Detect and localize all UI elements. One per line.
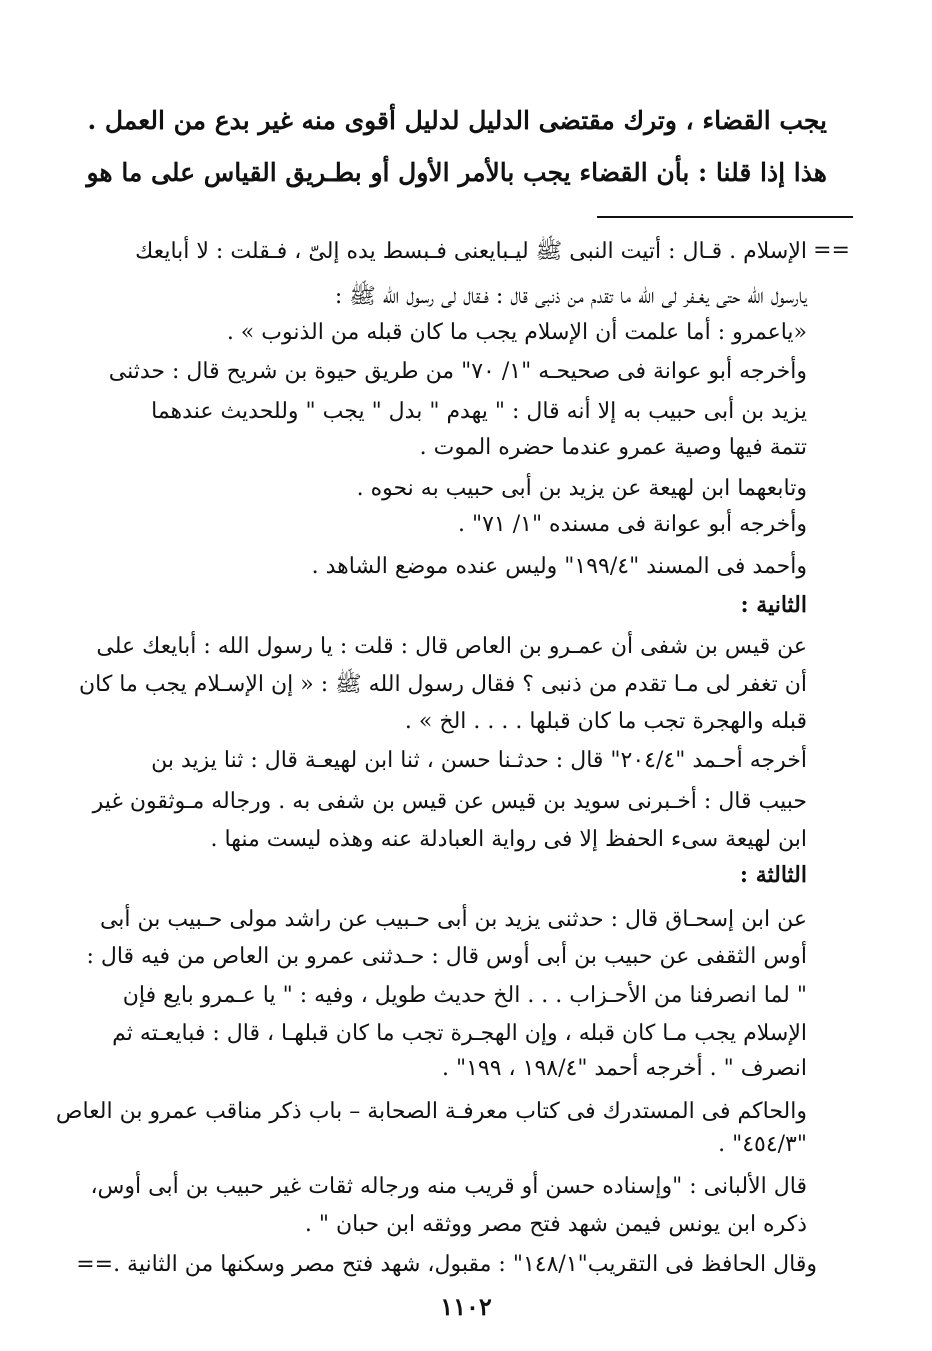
page-number: ١١٠٢ bbox=[440, 1292, 492, 1321]
continuation-mark: == bbox=[813, 238, 850, 263]
footnote-line: يزيد بن أبى حبيب به إلا أنه قال : " يهدم " بدل " يجب " وللحديث عندهما bbox=[151, 399, 807, 424]
footnote-line: وأخرجه أبو عوانة فى مسنده "١/ ٧١" . bbox=[457, 512, 807, 537]
footnote-line: " لما انصرفنا من الأحـزاب . . . الخ حديث طويل ، وفيه : " يا عـمرو بايع فإن bbox=[122, 983, 807, 1008]
footnote-line: حبيب قال : أخـبرنى سويد بن قيس عن قيس بن شفى به . ورجاله مـوثقون غير bbox=[92, 789, 807, 814]
footnote-line: أوس الثقفى عن حبيب بن أبى أوس قال : حـدثنى عمرو بن العاص من فيه قال : bbox=[86, 944, 807, 969]
footnote-line: "٤٥٤/٣" . bbox=[718, 1132, 807, 1157]
footnote-line: ذكره ابن يونس فيمن شهد فتح مصر ووثقه ابن حبان " . bbox=[304, 1212, 807, 1237]
footnote-line: قبله والهجرة تجب ما كان قبلها . . . . الخ » . bbox=[404, 709, 807, 734]
footnote-line: ابن لهيعة سىء الحفظ إلا فى رواية العبادلة عنه وهذه ليست منها . bbox=[210, 827, 807, 852]
footnote-line: وقال الحافظ فى التقريب"١٤٨/١" : مقبول، شهد فتح مصر وسكنها من الثانية .== bbox=[76, 1252, 817, 1277]
footnote-line: انصرف " . أخرجه أحمد "١٩٨/٤ ، ١٩٩" . bbox=[441, 1056, 807, 1081]
footnote-line: الإسلام . قـال : أتيت النبى ﷺ ليـبايعنى فـبسط يده إلىّ ، فـقلت : لا أبايعك bbox=[135, 239, 807, 264]
footnote-line: «ياعمرو : أما علمت أن الإسلام يجب ما كان قبله من الذنوب » . bbox=[226, 320, 807, 345]
section-heading-third: الثالثة : bbox=[739, 862, 807, 888]
main-text-line-2: هذا إذا قلنا : بأن القضاء يجب بالأمر الأول أو بطـريق القياس على ما هو bbox=[86, 158, 827, 187]
footnote-separator bbox=[597, 216, 853, 218]
main-text-line-1: يجب القضاء ، وترك مقتضى الدليل لدليل أقوى منه غير بدع من العمل . bbox=[87, 106, 827, 135]
footnote-line: قال الألبانى : "وإسناده حسن أو قريب منه ورجاله ثقات غير حبيب بن أبى أوس، bbox=[90, 1174, 807, 1199]
footnote-line: يارسول الله حتى يغـفر لى الله ما تقدم من ذنبى قال : فـقال لى رسول الله ﷺ : bbox=[334, 284, 807, 309]
footnote-line: تتمة فيها وصية عمرو عندما حضره الموت . bbox=[419, 435, 807, 460]
footnote-line: وأخرجه أبو عوانة فى صحيحـه "١/ ٧٠" من طريق حيوة بن شريح قال : حدثنى bbox=[108, 359, 807, 384]
footnote-line: أن تغفر لى مـا تقدم من ذنبى ؟ فقال رسول الله ﷺ : « إن الإسـلام يجب ما كان bbox=[78, 672, 807, 697]
footnote-line: أخرجه أحـمد "٢٠٤/٤" قال : حدثـنا حسن ، ثنا ابن لهيعـة قال : ثنا يزيد بن bbox=[151, 748, 807, 773]
footnote-line: الإسلام يجب مـا كان قبله ، وإن الهجـرة تجب ما كان قبلهـا ، قال : فبايعـته ثم bbox=[112, 1021, 807, 1046]
section-heading-second: الثانية : bbox=[740, 592, 807, 618]
footnote-line: عن قيس بن شفى أن عمـرو بن العاص قال : قلت : يا رسول الله : أبايعك على bbox=[96, 634, 807, 659]
footnote-line: والحاكم فى المستدرك فى كتاب معرفـة الصحابة – باب ذكر مناقب عمرو بن العاص bbox=[55, 1099, 807, 1124]
footnote-line: عن ابن إسحـاق قال : حدثنى يزيد بن أبى حـبيب عن راشد مولى حـبيب بن أبى bbox=[99, 907, 807, 932]
footnote-line: وأحمد فى المسند "١٩٩/٤" وليس عنده موضع الشاهد . bbox=[311, 554, 807, 579]
footnote-line: وتابعهما ابن لهيعة عن يزيد بن أبى حبيب به نحوه . bbox=[356, 476, 807, 501]
